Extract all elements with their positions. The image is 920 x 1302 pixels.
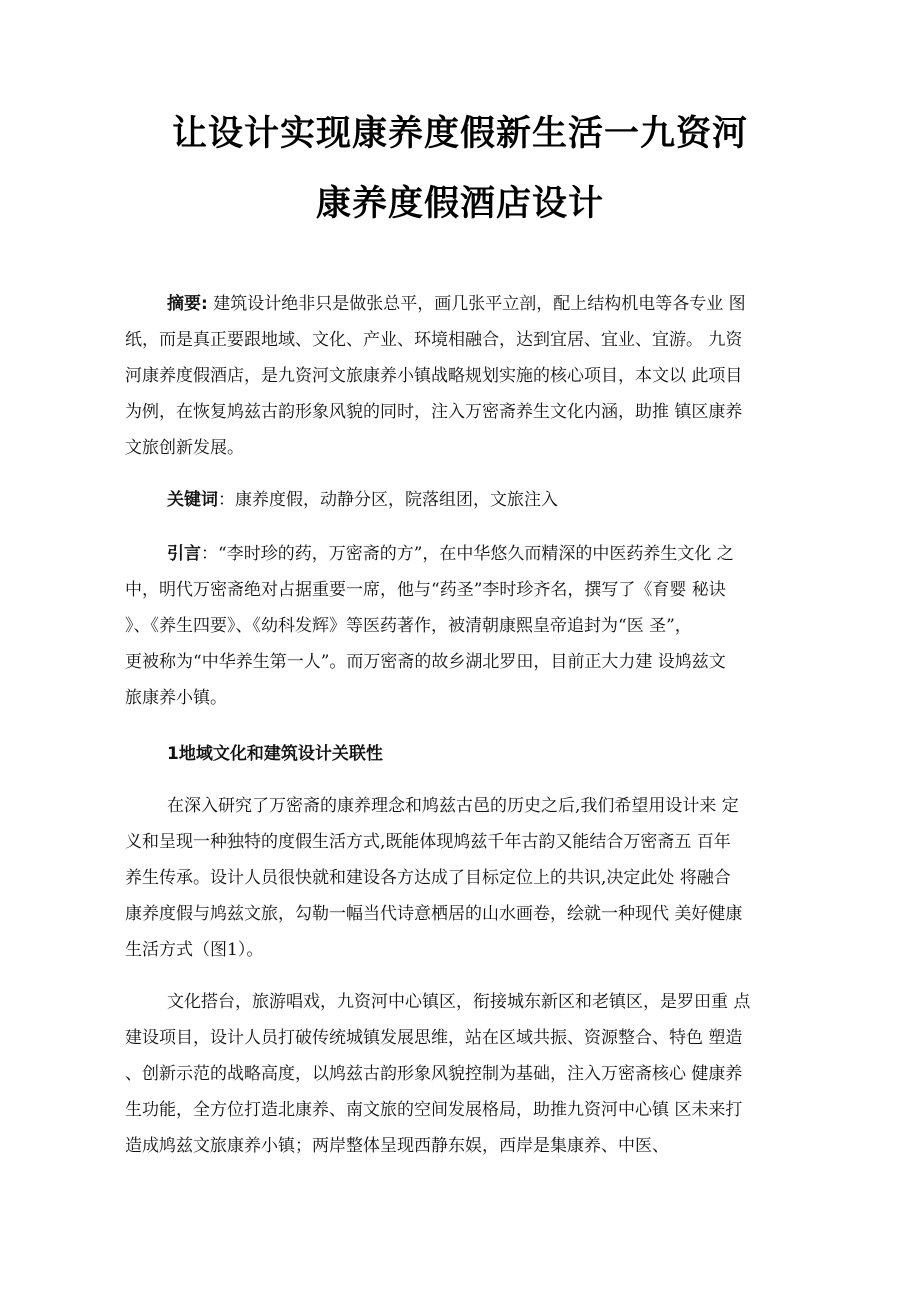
abstract-line: 河康养度假酒店，是九资河文旅康养小镇战略规划实施的核心项目，本文以 此项目: [125, 366, 743, 386]
keywords-text: ：康养度假，动静分区，院落组团，文旅注入: [218, 490, 558, 510]
intro-line: 中，明代万密斋绝对占据重要一席，他与“药圣”李时珍齐名，撰写了《育婴 秘诀: [125, 580, 726, 600]
section-line: 生活方式（图1）。: [125, 940, 264, 960]
intro-line: 旅康养小镇。: [125, 688, 227, 708]
section-line: 、创新示范的战略高度，以鸠兹古韵形象风貌控制为基础，注入万密斋核心 健康养: [125, 1064, 743, 1084]
intro-label: 引言: [167, 544, 201, 564]
section-1-heading: 1地域文化和建筑设计关联性: [167, 744, 383, 764]
section-line: 文化搭台，旅游唱戏，九资河中心镇区，衔接城东新区和老镇区，是罗田重 点: [167, 992, 751, 1012]
intro-line: 引言：“李时珍的药，万密斋的方”，在中华悠久而精深的中医药养生文化 之: [167, 544, 734, 564]
keywords-line: [125, 482, 797, 518]
abstract-line: 为例，在恢复鸠兹古韵形象风貌的同时，注入万密斋养生文化内涵，助推 镇区康养: [125, 402, 743, 422]
intro-line: 更被称为“中华养生第一人”。而万密斋的故乡湖北罗田，目前正大力建 设鸠兹文: [125, 652, 726, 672]
section-line: 造成鸠兹文旅康养小镇；两岸整体呈现西静东娱，西岸是集康养、中医、: [125, 1136, 669, 1156]
title-line-1: 让设计实现康养度假新生活一九资河: [171, 114, 748, 154]
section-line: 康养度假与鸠兹文旅，勾勒一幅当代诗意栖居的山水画卷，绘就一种现代 美好健康: [125, 904, 743, 924]
section-line: 义和呈现一种独特的度假生活方式,既能体现鸠兹千年古韵又能结合万密斋五 百年: [125, 832, 731, 852]
section-1-paragraph-1: [125, 788, 797, 968]
section-line: 在深入研究了万密斋的康养理念和鸠兹古邑的历史之后,我们希望用设计来 定: [167, 796, 739, 816]
title-line-2: 康养度假酒店设计: [315, 184, 604, 224]
intro-paragraph: [125, 536, 797, 716]
keywords-paragraph: [125, 482, 797, 518]
section-line: 养生传承。设计人员很快就和建设各方达成了目标定位上的共识,决定此处 将融合: [125, 868, 731, 888]
keywords-label: 关键词: [167, 490, 218, 510]
abstract-line: 文旅创新发展。: [125, 438, 244, 458]
abstract-label: 摘要:: [167, 294, 208, 314]
abstract-line: 纸，而是真正要跟地域、文化、产业、环境相融合，达到宜居、宜业、宜游。 九资: [125, 330, 743, 350]
section-line: 生功能，全方位打造北康养、南文旅的空间发展格局，助推九资河中心镇 区未来打: [125, 1100, 743, 1120]
section-1-paragraph-2: [125, 984, 797, 1164]
section-line: 建设项目，设计人员打破传统城镇发展思维，站在区域共振、资源整合、特色 塑造: [125, 1028, 743, 1048]
abstract-paragraph: [125, 286, 797, 466]
abstract-line: 摘要: 建筑设计绝非只是做张总平，画几张平立剖，配上结构机电等各专业 图: [167, 294, 746, 314]
intro-line: 》、《养生四要》、《幼科发辉》等医药著作，被清朝康熙皇帝追封为“医 圣”，: [125, 616, 692, 636]
